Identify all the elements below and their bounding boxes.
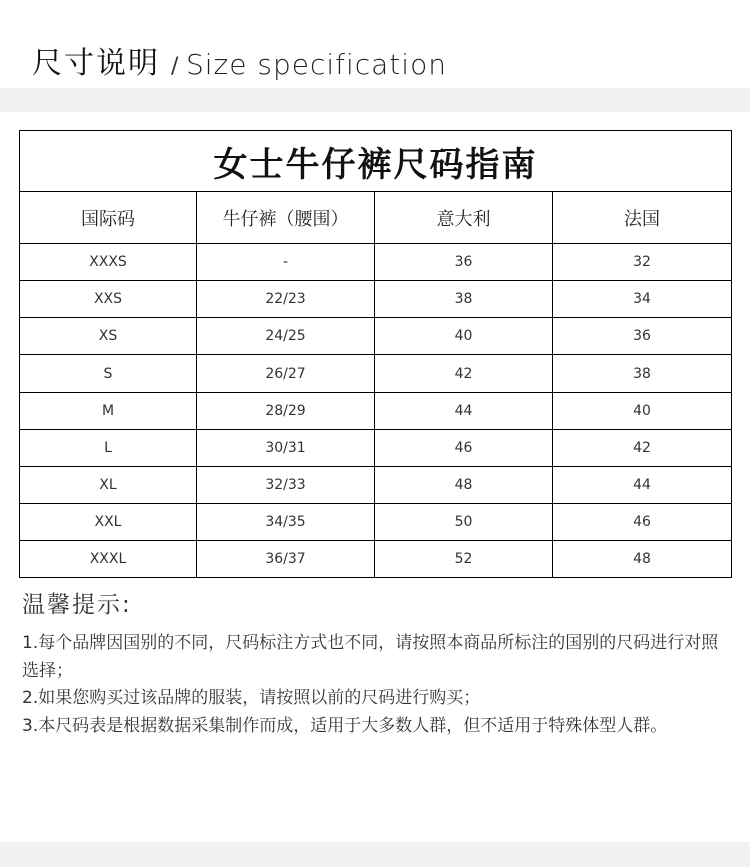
table-header-row [20,192,732,244]
table-cell: 46 [375,429,553,466]
table-cell: 28/29 [197,392,375,429]
table-cell: 36/37 [197,540,375,577]
tips-list [22,630,734,740]
table-cell: M [20,392,197,429]
table-cell: 22/23 [197,281,375,318]
table-row [20,355,732,392]
table-cell: 34/35 [197,503,375,540]
divider-band-top [0,88,750,112]
page-title-cn: 尺寸说明 [32,46,160,81]
table-cell: 52 [375,540,553,577]
table-cell: 48 [375,466,553,503]
tip-item: 3.本尺码表是根据数据采集制作而成，适用于大多数人群，但不适用于特殊体型人群。 [22,715,668,736]
divider-band-bottom [0,842,750,867]
table-cell: L [20,429,197,466]
tip-item: 2.如果您购买过该品牌的服装，请按照以前的尺码进行购买； [22,688,481,708]
table-cell: 48 [553,540,732,577]
table-cell: 40 [375,318,553,355]
table-cell: 34 [553,281,732,318]
size-chart-table [19,130,732,578]
table-cell: XXS [20,281,197,318]
table-row [20,466,732,503]
table-cell: 38 [553,355,732,392]
table-cell: XS [20,318,197,355]
column-header: 牛仔裤（腰围） [197,192,375,244]
table-cell: 40 [553,392,732,429]
table-row [20,540,732,577]
table-cell: 42 [375,355,553,392]
table-caption: 女士牛仔裤尺码指南 [20,131,732,192]
table-body [20,244,732,578]
table-cell: - [197,244,375,281]
table-cell: 44 [375,392,553,429]
table-caption-row [20,131,732,192]
column-header: 意大利 [375,192,553,244]
table-cell: 26/27 [197,355,375,392]
tips-title: 温馨提示: [22,592,132,618]
table-cell: XXXS [20,244,197,281]
table-cell: 50 [375,503,553,540]
title-separator: / [171,54,179,79]
table-row [20,281,732,318]
table-cell: XL [20,466,197,503]
table-cell: 36 [375,244,553,281]
table-row [20,429,732,466]
table-cell: 32 [553,244,732,281]
table-cell: 24/25 [197,318,375,355]
column-header: 国际码 [20,192,197,244]
table-row [20,318,732,355]
page-header [0,0,750,88]
table-cell: 44 [553,466,732,503]
table-cell: XXXL [20,540,197,577]
table-cell: S [20,355,197,392]
table-cell: 32/33 [197,466,375,503]
table-row [20,244,732,281]
table-row [20,392,732,429]
tip-item: 1.每个品牌因国别的不同，尺码标注方式也不同，请按照本商品所标注的国别的尺码进行对照选择； [22,633,719,681]
table-cell: 38 [375,281,553,318]
column-header: 法国 [553,192,732,244]
table-cell: XXL [20,503,197,540]
table-cell: 46 [553,503,732,540]
table-cell: 42 [553,429,732,466]
table-cell: 30/31 [197,429,375,466]
table-cell: 36 [553,318,732,355]
page-title-en: Size specification [186,48,447,81]
table-row [20,503,732,540]
